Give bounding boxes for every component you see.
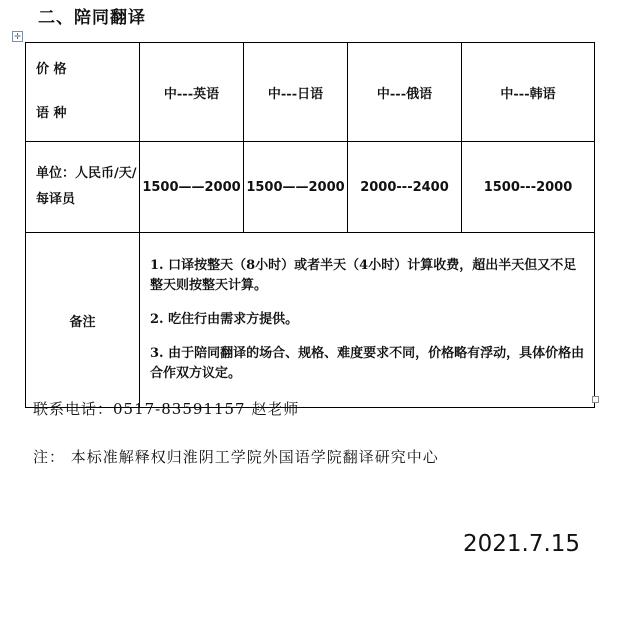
price-russian: 2000---2400 [348, 142, 462, 233]
price-japanese: 1500——2000 [244, 142, 348, 233]
section-title: 二、陪同翻译 [38, 8, 146, 28]
table-resize-handle[interactable] [592, 396, 599, 403]
footnote: 注： 本标准解释权归淮阴工学院外国语学院翻译研究中心 [33, 448, 439, 466]
document-date: 2021.7.15 [463, 531, 581, 557]
language-header-japanese: 中---日语 [244, 43, 348, 142]
unit-label-cell: 单位：人民币/天/每译员 [26, 142, 140, 233]
corner-language-label: 语 种 [36, 106, 67, 121]
notes-label-cell: 备注 [26, 233, 140, 408]
note-item-1: 1. 口译按整天（8小时）或者半天（4小时）计算收费，超出半天但又不足整天则按整天计算。 [150, 258, 577, 293]
price-korean: 1500---2000 [462, 142, 595, 233]
language-header-russian: 中---俄语 [348, 43, 462, 142]
corner-price-label: 价 格 [36, 62, 67, 77]
notes-cell [140, 233, 595, 408]
table-notes-row [26, 233, 595, 408]
table-header-row [26, 43, 595, 142]
table-price-row [26, 142, 595, 233]
language-header-korean: 中---韩语 [462, 43, 595, 142]
note-item-3: 3. 由于陪同翻译的场合、规格、难度要求不同，价格略有浮动，具体价格由合作双方议定。 [150, 346, 585, 381]
contact-info: 联系电话：0517-83591157 赵老师 [33, 400, 300, 418]
corner-header-cell [26, 43, 140, 142]
price-table [25, 42, 595, 408]
price-english: 1500——2000 [140, 142, 244, 233]
language-header-english: 中---英语 [140, 43, 244, 142]
table-move-handle-icon[interactable]: ✛ [12, 31, 23, 42]
note-item-2: 2. 吃住行由需求方提供。 [150, 312, 299, 327]
